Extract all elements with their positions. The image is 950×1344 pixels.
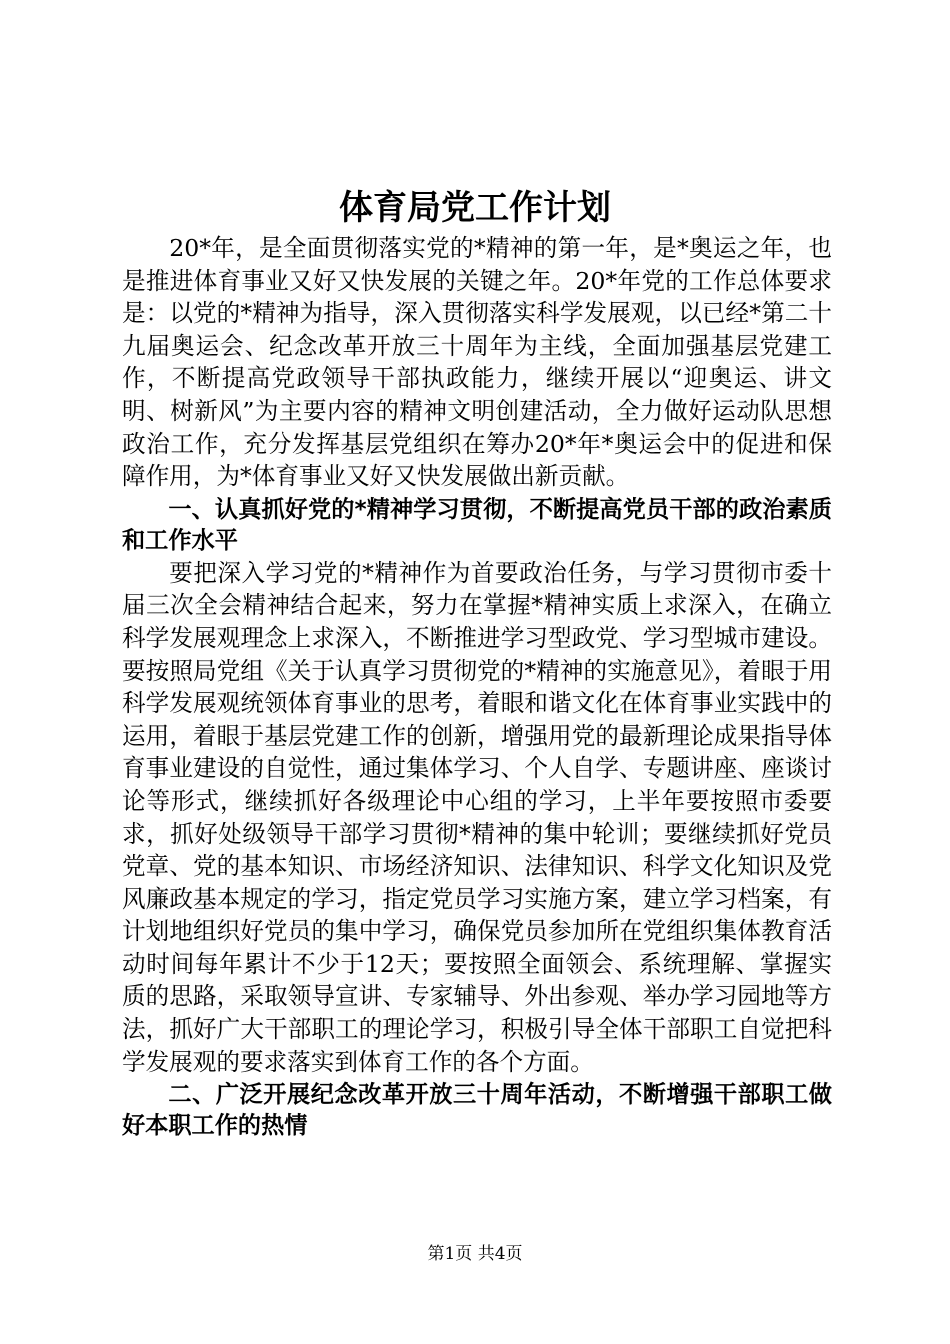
section-heading-1: 一、认真抓好党的*精神学习贯彻，不断提高党员干部的政治素质和工作水平 bbox=[122, 495, 832, 554]
intro-paragraph: 20*年，是全面贯彻落实党的*精神的第一年，是*奥运之年，也是推进体育事业又好又快发展的关键之年。20*年党的工作总体要求是：以党的*精神为指导，深入贯彻落实科学发展观，以已经*第二十九届奥运会、纪念改革开放三十周年为主线，全面加强基层党建工作，不断提高党政领导干部执政能力，继续开展以“迎奥运、讲文明、树新风”为主要内容的精神文明创建活动，全力做好运动队思想政治工作，充分发挥基层党组织在筹办20*年*奥运会中的促进和保障作用，为*体育事业又好又快发展做出新贡献。 bbox=[122, 234, 832, 491]
page-number-footer: 第1页 共4页 bbox=[427, 1244, 523, 1264]
document-body bbox=[122, 232, 832, 1142]
section-heading-2: 二、广泛开展纪念改革开放三十周年活动，不断增强干部职工做好本职工作的热情 bbox=[122, 1081, 832, 1140]
section-1-paragraph: 要把深入学习党的*精神作为首要政治任务，与学习贯彻市委十届三次全会精神结合起来，努力在掌握*精神实质上求深入，在确立科学发展观理念上求深入，不断推进学习型政党、学习型城市建设。要按照局党组《关于认真学习贯彻党的*精神的实施意见》，着眼于用科学发展观统领体育事业的思考，着眼和谐文化在体育事业实践中的运用，着眼于基层党建工作的创新，增强用党的最新理论成果指导体育事业建设的自觉性，通过集体学习、个人自学、专题讲座、座谈讨论等形式，继续抓好各级理论中心组的学习，上半年要按照市委要求，抓好处级领导干部学习贯彻*精神的集中轮训；要继续抓好党员党章、党的基本知识、市场经济知识、法律知识、科学文化知识及党风廉政基本规定的学习，指定党员学习实施方案，建立学习档案，有计划地组织好党员的集中学习，确保党员参加所在党组织集体教育活动时间每年累计不少于12天；要按照全面领会、系统理解、掌握实质的思路，采取领导宣讲、专家辅导、外出参观、举办学习园地等方法，抓好广大干部职工的理论学习，积极引导全体干部职工自觉把科学发展观的要求落实到体育工作的各个方面。 bbox=[122, 558, 832, 1076]
document-title: 体育局党工作计划 bbox=[339, 188, 611, 228]
